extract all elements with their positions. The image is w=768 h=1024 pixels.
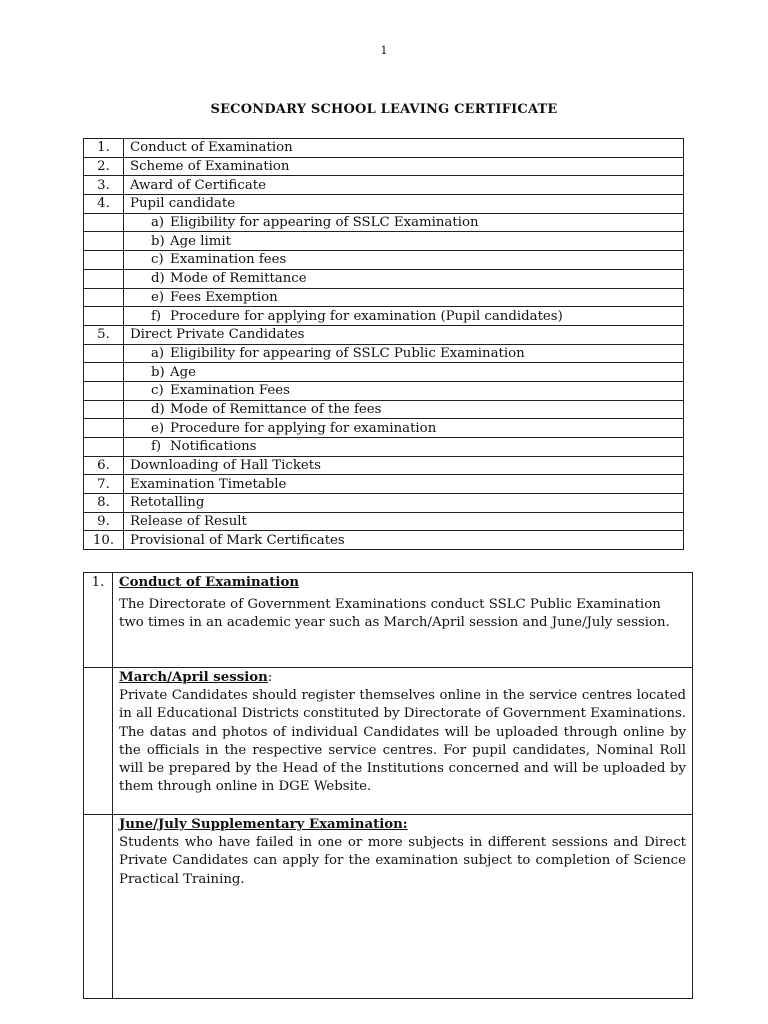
contents-row-label-cell (124, 213, 684, 232)
contents-row-label-cell (124, 512, 684, 531)
contents-item-label: Downloading of Hall Tickets (130, 458, 321, 474)
contents-row (84, 232, 684, 251)
contents-item-label: Retotalling (130, 495, 205, 511)
contents-row-number: 2. (84, 157, 124, 176)
march-heading-line (119, 669, 686, 687)
section-paragraph: The Directorate of Government Examinations conduct SSLC Public Examination two times in an academic year such as March/April session and June/July session. (119, 597, 670, 631)
contents-row-label-cell (124, 400, 684, 419)
contents-row-number: 3. (84, 176, 124, 195)
contents-subitem-letter: c) (151, 383, 164, 399)
empty-number-cell (84, 815, 113, 999)
contents-row-number (84, 269, 124, 288)
section-number: 1. (84, 573, 113, 668)
march-april-paragraph: Private Candidates should register themselves online in the service centres located in all Educational Districts constituted by Directorate of Government Examinations. The datas and photos of individual Candidates will be uploaded through online by the officials in the respective service centres. For pupil candidates, Nominal Roll will be prepared by the Head of the Institutions concerned and will be uploaded by them through online in DGE Website. (119, 688, 686, 795)
contents-subitem-letter: c) (151, 252, 164, 268)
contents-row-number (84, 232, 124, 251)
june-july-paragraph: Students who have failed in one or more subjects in different sessions and Direct Private Candidates can apply for the examination subject to completion of Science Practical Training. (119, 835, 686, 887)
contents-subitem-label: Fees Exemption (170, 289, 278, 305)
contents-subitem-label: Procedure for applying for examination (Pupil candidates) (170, 308, 563, 324)
contents-row-number: 10. (84, 531, 124, 550)
contents-row-number (84, 363, 124, 382)
contents-row-label-cell (124, 438, 684, 457)
contents-row-label-cell (124, 232, 684, 251)
contents-row-label-cell (124, 456, 684, 475)
contents-row (84, 494, 684, 513)
contents-row (84, 531, 684, 550)
contents-row (84, 419, 684, 438)
contents-row-label-cell (124, 381, 684, 400)
contents-row (84, 475, 684, 494)
contents-subitem-letter: e) (151, 420, 165, 436)
contents-row-number (84, 307, 124, 326)
section-cell-conduct (113, 573, 693, 668)
section-row-conduct (84, 573, 693, 668)
contents-row-label-cell (124, 251, 684, 270)
contents-row (84, 456, 684, 475)
contents-subitem-letter: b) (151, 364, 165, 380)
contents-item-label: Direct Private Candidates (130, 327, 305, 343)
contents-row-number (84, 288, 124, 307)
contents-subitem-label: Examination Fees (170, 383, 290, 399)
contents-row-number (84, 344, 124, 363)
section-row-march (84, 668, 693, 815)
contents-subitem-letter: a) (151, 345, 165, 361)
contents-row (84, 251, 684, 270)
contents-row-label-cell (124, 195, 684, 214)
contents-row-label-cell (124, 531, 684, 550)
march-april-heading: March/April session (119, 670, 268, 685)
contents-subitem-label: Procedure for applying for examination (170, 420, 437, 436)
contents-subitem-label: Eligibility for appearing of SSLC Examination (170, 215, 479, 231)
contents-subitem-letter: b) (151, 233, 165, 249)
contents-row-number: 4. (84, 195, 124, 214)
contents-row-number: 5. (84, 325, 124, 344)
contents-subitem-label: Age (170, 364, 196, 380)
march-heading-colon: : (267, 670, 273, 685)
contents-item-label: Provisional of Mark Certificates (130, 532, 345, 548)
contents-row-label-cell (124, 269, 684, 288)
document-title: SECONDARY SCHOOL LEAVING CERTIFICATE (210, 102, 558, 117)
contents-subitem-label: Age limit (170, 233, 231, 249)
contents-item-label: Award of Certificate (130, 177, 267, 193)
section-cell-june (113, 815, 693, 999)
contents-subitem-letter: f) (151, 308, 162, 324)
contents-item-label: Release of Result (130, 514, 247, 530)
contents-row (84, 269, 684, 288)
contents-row (84, 157, 684, 176)
contents-row (84, 381, 684, 400)
contents-subitem-letter: e) (151, 289, 165, 305)
june-july-heading: June/July Supplementary Examination: (119, 817, 408, 832)
contents-row-number (84, 251, 124, 270)
contents-item-label: Pupil candidate (130, 196, 236, 212)
contents-row (84, 363, 684, 382)
contents-row (84, 195, 684, 214)
contents-row-number: 8. (84, 494, 124, 513)
contents-row (84, 139, 684, 158)
section-row-june (84, 815, 693, 999)
contents-table (83, 138, 684, 550)
section-heading: Conduct of Examination (119, 575, 299, 590)
contents-row (84, 344, 684, 363)
contents-row-number: 6. (84, 456, 124, 475)
section-table (83, 572, 693, 999)
contents-row-label-cell (124, 139, 684, 158)
page-number: 1 (380, 44, 388, 57)
contents-row-number (84, 213, 124, 232)
contents-row (84, 213, 684, 232)
contents-row (84, 288, 684, 307)
contents-subitem-letter: d) (151, 271, 165, 287)
contents-row (84, 325, 684, 344)
contents-row-label-cell (124, 494, 684, 513)
contents-subitem-letter: f) (151, 439, 162, 455)
contents-row (84, 512, 684, 531)
contents-row-label-cell (124, 157, 684, 176)
contents-subitem-label: Notifications (170, 439, 257, 455)
contents-row-label-cell (124, 363, 684, 382)
contents-subitem-label: Mode of Remittance (170, 271, 307, 287)
contents-row-label-cell (124, 307, 684, 326)
contents-row (84, 438, 684, 457)
contents-item-label: Scheme of Examination (130, 159, 290, 175)
contents-row (84, 176, 684, 195)
contents-row (84, 307, 684, 326)
contents-row-number: 1. (84, 139, 124, 158)
contents-item-label: Examination Timetable (130, 476, 287, 492)
contents-row (84, 400, 684, 419)
contents-row-number (84, 400, 124, 419)
contents-item-label: Conduct of Examination (130, 140, 293, 156)
contents-row-label-cell (124, 288, 684, 307)
contents-subitem-label: Examination fees (170, 252, 287, 268)
contents-row-label-cell (124, 176, 684, 195)
contents-row-label-cell (124, 419, 684, 438)
empty-number-cell (84, 668, 113, 815)
contents-subitem-label: Eligibility for appearing of SSLC Public Examination (170, 345, 525, 361)
contents-subitem-letter: a) (151, 215, 165, 231)
contents-subitem-letter: d) (151, 401, 165, 417)
contents-row-number (84, 438, 124, 457)
contents-row-label-cell (124, 325, 684, 344)
contents-subitem-label: Mode of Remittance of the fees (170, 401, 382, 417)
contents-row-number: 9. (84, 512, 124, 531)
contents-row-label-cell (124, 475, 684, 494)
contents-row-number (84, 419, 124, 438)
contents-row-label-cell (124, 344, 684, 363)
contents-row-number (84, 381, 124, 400)
contents-row-number: 7. (84, 475, 124, 494)
section-cell-march (113, 668, 693, 815)
